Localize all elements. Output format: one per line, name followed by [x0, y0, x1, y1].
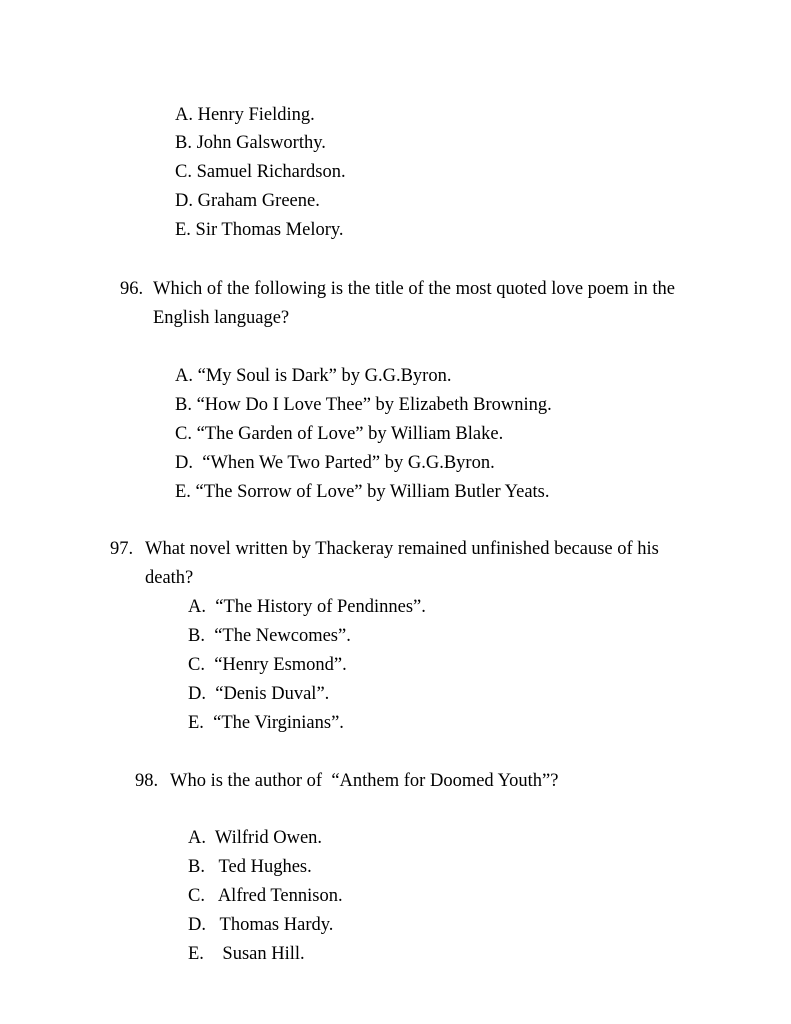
q98-option-e: E. Susan Hill. — [188, 944, 305, 964]
q96-option-d: D. “When We Two Parted” by G.G.Byron. — [175, 453, 495, 473]
q96-question-line1: Which of the following is the title of the most quoted love poem in the — [153, 279, 676, 299]
q98-option-d: D. Thomas Hardy. — [188, 915, 334, 935]
q95-option-b: B. John Galsworthy. — [175, 133, 326, 153]
q97-question-line2: death? — [145, 568, 194, 588]
q95-option-d: D. Graham Greene. — [175, 191, 320, 211]
q98-option-b: B. Ted Hughes. — [188, 857, 312, 877]
q97-option-c: C. “Henry Esmond”. — [188, 655, 347, 675]
q95-option-e: E. Sir Thomas Melory. — [175, 220, 344, 240]
q97-number: 97. — [110, 539, 134, 559]
q98-option-c: C. Alfred Tennison. — [188, 886, 343, 906]
q98-question-line1: Who is the author of “Anthem for Doomed Youth”? — [170, 771, 559, 791]
q96-number: 96. — [120, 279, 144, 299]
q95-option-c: C. Samuel Richardson. — [175, 162, 346, 182]
q97-option-a: A. “The History of Pendinnes”. — [188, 597, 426, 617]
q98-number: 98. — [135, 771, 159, 791]
q97-option-e: E. “The Virginians”. — [188, 713, 344, 733]
q96-option-a: A. “My Soul is Dark” by G.G.Byron. — [175, 366, 452, 386]
q97-option-d: D. “Denis Duval”. — [188, 684, 330, 704]
q98-option-a: A. Wilfrid Owen. — [188, 828, 323, 848]
q97-option-b: B. “The Newcomes”. — [188, 626, 351, 646]
q96-option-b: B. “How Do I Love Thee” by Elizabeth Browning. — [175, 395, 552, 415]
q97-question-line1: What novel written by Thackeray remained unfinished because of his — [145, 539, 659, 559]
q96-option-c: C. “The Garden of Love” by William Blake. — [175, 424, 504, 444]
q96-option-e: E. “The Sorrow of Love” by William Butler Yeats. — [175, 482, 550, 502]
q96-question-line2: English language? — [153, 308, 290, 328]
q95-option-a: A. Henry Fielding. — [175, 105, 315, 125]
